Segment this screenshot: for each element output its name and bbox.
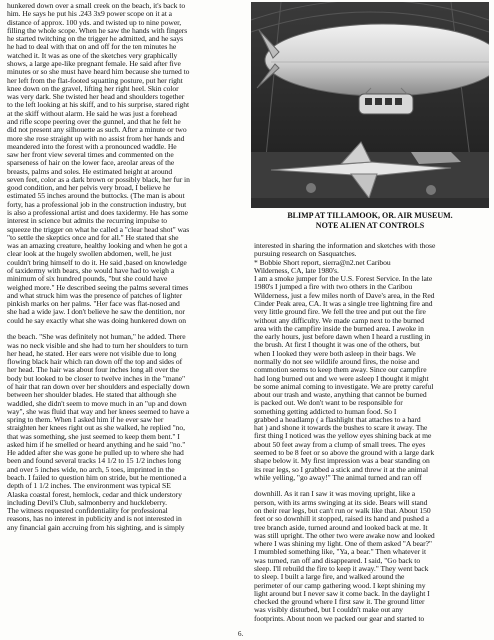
text-line: was very dark. She twisted her head and shoulders together (7, 93, 185, 102)
caption-line-2: NOTE ALIEN AT CONTROLS (315, 220, 425, 230)
text-line: perimeter of our camp gathering wood. I kept shining my (254, 581, 426, 590)
text-line: her head, he stated. Her ears were not visible due to long (7, 349, 177, 358)
text-line: was visibly disturbed, but I couldn't make out any (254, 606, 403, 615)
text-line: checked the ground where I first saw it. The ground litter (254, 598, 425, 607)
text-line: footprints. About noon we packed our gear and started to (254, 614, 425, 623)
text-line: that was something, she just seemed to keep them bent." I (7, 432, 180, 441)
text-line: and over 5 inches wide, no arch, 5 toes, imprinted in the (7, 465, 175, 474)
text-line: depth of 1 1/2 inches. The environment was typical SE (7, 482, 171, 491)
text-line: on their rear legs, but can't run or walk like that. About 150 (254, 507, 431, 515)
text-line: to sleep. I built a large fire, and walked around the (254, 573, 405, 582)
text-line: distance of approx. 100 yds. and twisted up to nine power, (7, 18, 182, 27)
text-line: tree branch aside, turned around and looked back at me. It (254, 523, 428, 532)
text-line: is also a professional artist and does taxidermy. He has some (7, 209, 188, 218)
text-line: sparseness of hair on the lower face, areolar areas of the (7, 159, 175, 168)
text-line: He added after she was gone he pulled up to where she had (7, 449, 184, 458)
text-line: filling the whole scope. When he saw the hands with fingers (7, 26, 188, 35)
text-line: straighten her knees right out as she walked, he replied "no, (7, 424, 186, 433)
text-line: its rear legs, so I grabbed a stick and threw it at the animal (254, 465, 429, 474)
text-line: between her shoulder blades. He stated that although she (7, 391, 177, 400)
text-line: about 50 feet away from a clump of small trees. The eyes (254, 440, 426, 449)
text-line: area with the campfire inside the burned area. I awoke in (254, 324, 424, 333)
text-line: sleep. I'll rebuild the fire to keep it away." They went back (254, 564, 429, 573)
text-line: weighed more." He described seeing the palms several times (7, 283, 189, 292)
text-line: flowing black hair which ran down off the top and sides of (7, 358, 183, 367)
text-line: very little ground fire. We fell the tree and put out the fire (254, 308, 426, 317)
text-line: squeeze the trigger on what he called a "clear head shot" was (7, 225, 190, 234)
text-line: first thing I noticed was the yellow eyes shining back at me (254, 432, 432, 441)
text-line: feet or so downhill it stopped, raised its hand and pushed a (254, 515, 429, 524)
text-line: pursuing research on Sasquatches. (254, 250, 357, 259)
text-line: and what struck him was the presence of patches of lighter (7, 291, 183, 300)
text-line: interest in science but admits the recurring impulse to (7, 217, 168, 226)
text-line: knee down on the gravel, lifting her right heel. Skin color (7, 84, 179, 93)
text-line: is packed out. We don't want to be responsible for (254, 399, 403, 408)
text-line: hat ) and shone it towards the bushes to scare it away. The (254, 424, 428, 433)
text-line: something getting addicted to human food. So I (254, 407, 397, 416)
text-line: grabbed a headlamp ( a flashlight that attaches to a hard (254, 415, 421, 424)
text-line: minutes or so she must have heard him because she turned to (7, 68, 190, 77)
text-line: the beach. "She was definitely not human," he added. There (7, 333, 186, 342)
text-line: way", she was fluid that way and her knees seemed to have a (7, 407, 190, 416)
text-line: pinkish marks on her palms. "Her face was flat-nosed and (7, 300, 180, 309)
text-line: at the skiff without alarm. He said he was just a forehead (7, 109, 177, 118)
right-text-column (254, 242, 486, 634)
text-line: was no neck visible and she had to turn her shoulders to turn (7, 341, 188, 350)
text-line: 1980's I jumped a fire with two others in the Caribou (254, 283, 413, 292)
text-line: he started twitching on the trigger he admitted, and he says (7, 35, 184, 44)
text-line: him. He says he put his .243 3x9 power scope on it at a (7, 10, 172, 19)
blimp-image (251, 2, 489, 208)
text-line: Wilderness, just a few miles north of Dave's area, in the Red (254, 291, 435, 300)
text-line: he had to deal with that on and off for the ten minutes he (7, 43, 177, 52)
text-line: her left from the flat-footed squatting posture, put her right (7, 76, 183, 85)
blimp-photo (251, 2, 489, 208)
text-line: estimated 55 inches around the buttocks. (The man is about (7, 192, 185, 201)
text-line: downhill. As it ran I saw it was moving upright, like a (254, 490, 416, 499)
text-line: her head. The hair was about four inches long all over the (7, 366, 179, 375)
text-line: I mumbled something like, "Ya, a bear." Then whatever it (254, 548, 427, 557)
text-line: and rifle scope peering over the gunnel, and that he felt he (7, 117, 181, 126)
text-line: Wilderness, CA, late 1980's. (254, 266, 339, 275)
text-line: "to settle the skeptics once and for all." He stated that she (7, 233, 179, 242)
text-line: reasons, has no interest in publicity and is not interested in (7, 515, 182, 524)
left-text-column (7, 2, 245, 632)
text-line: clear look at the hugely swollen abdomen, well, he just (7, 250, 172, 259)
text-line: Cinder Peak area, CA. It was a single tree lightning fire and (254, 299, 433, 308)
text-line: was an amazing creature, healthy looking and when he got a (7, 242, 188, 251)
text-line: where I was shining my light. One of them asked "A bear?" (254, 540, 432, 549)
text-line: shows, a large ape-like pregnant female. He said after five (7, 59, 181, 68)
text-line: could he say exactly what she was doing hunkered down on (7, 316, 186, 325)
text-line: good condition, and her pelvis very broad, I believe he (7, 184, 171, 193)
text-line: she had a wide jaw. I don't believe he saw the dentition, nor (7, 308, 185, 317)
text-line: the brush. At first I thought it was one of the others, but (254, 341, 420, 350)
text-line: The witness requested confidentiality for professional (7, 507, 168, 516)
text-line: was still upright. The other two were awake now and looked (254, 531, 435, 540)
text-line: while yelling, "go away!" The animal turned and ran off (254, 473, 422, 482)
text-line: Alaska coastal forest, hemlock, cedar and thick understory (7, 490, 182, 499)
text-line: * Bobbie Short report, sierra@n2.net Caribou (254, 258, 391, 267)
text-line: seven feet, color as a dark brown or possibly black, her fur in (7, 175, 190, 184)
text-line: saw her front view several times and commented on the (7, 151, 174, 160)
text-line: light around but I never saw it come back. In the daylight I (254, 589, 430, 598)
caption-line-1: BLIMP AT TILLAMOOK, OR. AIR MUSEUM. (287, 211, 453, 220)
text-line: asked him if he smelled or heard anything and he said "no." (7, 440, 186, 449)
text-line: forty, has a professional job in the construction industry, but (7, 200, 187, 209)
text-line: seemed to be 8 feet or so above the ground with a large dark (254, 449, 435, 458)
text-line: normally do not see wildlife around fires, the noise and (254, 357, 420, 366)
page-number: 6. (238, 630, 244, 638)
text-line: waddled, she didn't seem to move much in an "up and down (7, 399, 187, 408)
text-line: without any difficulty. We made camp next to the burned (254, 316, 425, 325)
text-line: be some animal coming to investigate. We are pretty careful (254, 382, 434, 391)
text-line: the early hours, just before dawn when I heard a rustling in (254, 333, 431, 342)
text-line: about our trash and waste, anything that cannot be burned (254, 391, 427, 400)
text-line: had long burned out and we were asleep I thought it might (254, 374, 429, 383)
text-line: been and found several tracks 14 1/2 to 15 1/2 inches long (7, 457, 182, 466)
text-line: hunkered down over a small creek on the beach, it's back to (7, 2, 186, 10)
text-line: beach. I failed to question him on stride, but he mentioned a (7, 474, 187, 483)
text-line (7, 325, 245, 333)
text-line: of taxidermy with bears, she would have had to weigh a (7, 267, 175, 275)
text-line: to the left looking at his skiff, and to his surprise, stared right (7, 101, 190, 110)
text-line: meandered into the forest with a pronounced waddle. He (7, 142, 177, 151)
text-line: when I looked they were both asleep in their bags. We (254, 349, 416, 358)
text-line: body but looked to be closer to twelve inches in the "mane" (7, 374, 186, 383)
photo-caption (251, 211, 489, 230)
text-line: minimum of six hundred pounds, "but she could have (7, 275, 168, 284)
text-line (254, 482, 486, 490)
text-line: was turned, ran off and disappeared. I said, "Go back to (254, 556, 421, 565)
text-line: I am a smoke jumper for the U.S. Forest Service. In the late (254, 275, 433, 284)
text-line: breasts, palms and soles. He estimated height at around (7, 167, 173, 176)
text-line: of hair that ran down over her shoulders and especially down (7, 382, 190, 391)
text-line: commotion seems to keep them away. Since our campfire (254, 366, 427, 375)
text-line: did not present any silhouette as such. After a minute or two (7, 126, 187, 135)
text-line: shape below it. My first impression was a bear standing on (254, 457, 430, 466)
text-line: any financial gain accruing from his sighting, and is simply (7, 523, 185, 532)
text-line: watched it. It was as one of the sketches very graphically (7, 51, 178, 60)
text-line: including Devil's Club, salmonberry and huckleberry. (7, 498, 168, 507)
text-line: person, with its arms swinging at its side. Bears will stand (254, 498, 428, 507)
text-line: interested in sharing the information and sketches with those (254, 242, 436, 250)
text-line: more she rose straight up with no assist from her hands and (7, 134, 185, 143)
text-line: couldn't bring himself to do it. He said ,based on knowledge (7, 258, 187, 267)
text-line: spring to them. When I asked him if he ever saw her (7, 416, 164, 425)
